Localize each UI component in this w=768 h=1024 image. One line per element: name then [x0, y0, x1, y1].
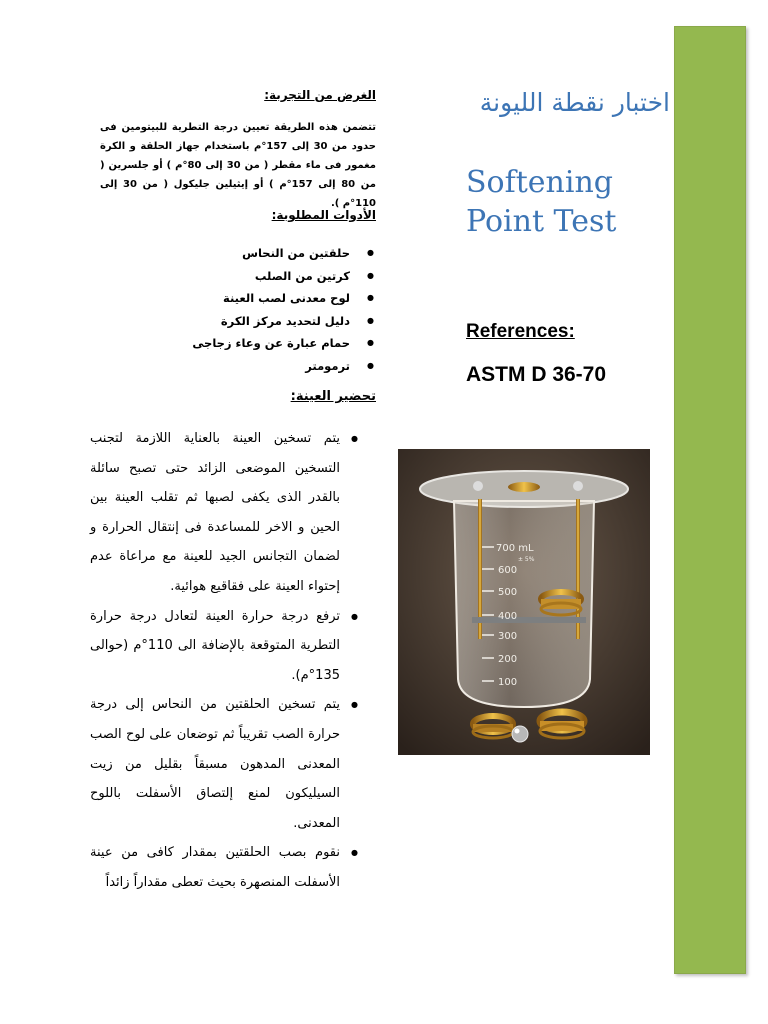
english-title: Softening Point Test	[466, 165, 617, 239]
preparation-list	[90, 424, 358, 898]
tools-heading: الأدوات المطلوبة:	[271, 208, 376, 222]
list-item: ● كرتين من الصلب	[120, 265, 374, 288]
list-item: ● ترمومتر	[120, 355, 374, 378]
mark-700: 700 mL	[496, 543, 534, 554]
list-item: ● لوح معدنى لصب العينة	[120, 287, 374, 310]
list-item: ● حمام عبارة عن وعاء زجاجى	[120, 332, 374, 355]
steel-ball	[512, 726, 528, 742]
purpose-heading: الغرض من التجربة:	[264, 88, 376, 102]
list-item: ● دليل لتحديد مركز الكرة	[120, 310, 374, 333]
list-item: ● يتم تسخين الحلقتين من النحاس إلى درجة حرارة الصب تقريباً ثم توضعان على لوح الصب المعدنى المدهون مسبقاً بقليل من زيت السيليكون لمنع إلتصاق الأسفلت باللوح المعدنى.	[90, 690, 358, 838]
mark-tol: ± 5%	[518, 556, 535, 563]
green-sidebar-bar	[674, 26, 746, 974]
references-label: References:	[466, 321, 575, 342]
mark-200: 200	[498, 654, 518, 665]
list-item: ● حلقتين من النحاس	[120, 242, 374, 265]
mark-500: 500	[498, 587, 518, 598]
mark-400: 400	[498, 611, 518, 622]
list-item: ● ترفع درجة حرارة العينة لتعادل درجة حرارة التطرية المتوقعة بالإضافة الى 110°م (حوالى 135°م).	[90, 602, 358, 691]
reference-standard: ASTM D 36-70	[466, 363, 607, 386]
purpose-text: تتضمن هذه الطريقة تعيين درجة التطرية للبيتومين فى حدود من 30 إلى 157°م باستخدام جهاز الحلقة و الكرة مغمور فى ماء مقطر ( من 30 إلى 80°م ) أو جلسرين ( من 80 إلى 157°م ) أو إيثيلين جليكول ( من 30 إلى 110°م ).	[100, 122, 377, 209]
arabic-title: اختبار نقطة الليونة	[479, 88, 670, 117]
tools-list	[120, 242, 374, 378]
mark-100: 100	[498, 677, 518, 688]
mark-300: 300	[498, 631, 518, 642]
preparation-heading: تحضير العينة:	[290, 389, 376, 404]
apparatus-photo	[398, 449, 650, 755]
mark-600: 600	[498, 565, 518, 576]
list-item: ● يتم تسخين العينة بالعناية اللازمة لتجنب التسخين الموضعى الزائد حتى تصبح سائلة بالقدر الذى يكفى لصبها ثم تقلب العينة بين الحين و الاخر للمساعدة فى إنتقال الحرارة و لضمان التجانس الجيد للعينة مع مراعاة عدم إحتواء العينة على فقاقيع هوائية.	[90, 424, 358, 602]
list-item: ● نقوم بصب الحلقتين بمقدار كافى من عينة الأسفلت المنصهرة بحيث تعطى مقداراً زائداً	[90, 838, 358, 897]
